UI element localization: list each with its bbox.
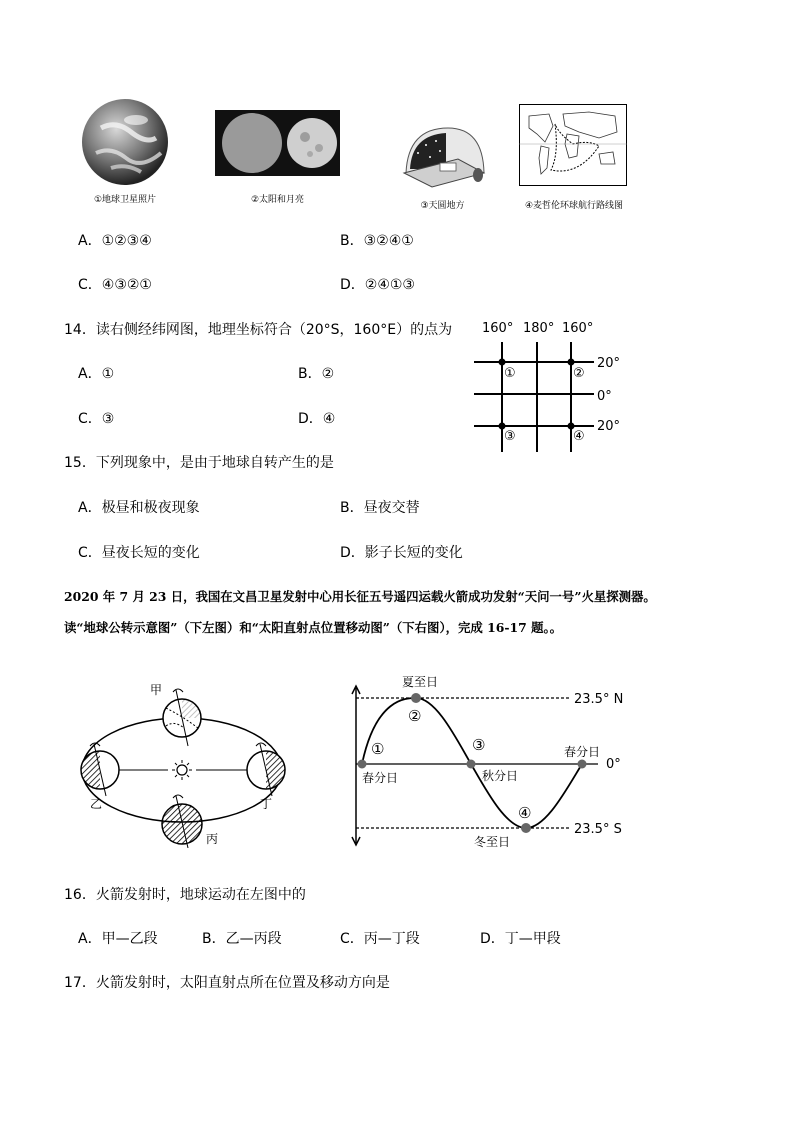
q16-option-c[interactable]: C．丙—丁段 [340, 931, 420, 947]
grid-point-2: ② [573, 366, 585, 381]
lat-label-equator: 0° [606, 757, 621, 772]
term-winter-solstice: 冬至日 [474, 835, 511, 849]
q16-option-a[interactable]: A．甲—乙段 [78, 931, 158, 947]
orbit-label-ding: 丁 [260, 797, 273, 811]
q13-caption-4: ④麦哲伦环球航行路线图 [524, 201, 624, 211]
grid-lon-label-1: 160° [482, 321, 514, 336]
q14-option-d[interactable]: D．④ [298, 411, 336, 427]
grid-point-3: ③ [504, 429, 516, 444]
grid-lat-label-3: 20° [597, 419, 621, 434]
q15-stem: 15．下列现象中，是由于地球自转产生的是 [64, 455, 334, 471]
q14-option-c[interactable]: C．③ [78, 411, 115, 427]
orbit-label-jia: 甲 [150, 683, 163, 697]
q13-option-a[interactable]: A．①②③④ [78, 233, 152, 249]
sun-direct-point-diagram [346, 668, 636, 853]
earth-position-yi-icon [81, 743, 119, 796]
q13-option-b[interactable]: B．③②④① [340, 233, 414, 249]
q13-option-d[interactable]: D．②④①③ [340, 277, 415, 293]
grid-point-1: ① [504, 366, 516, 381]
sun-point-3: ③ [472, 736, 486, 754]
lat-label-south: 23.5° S [574, 822, 622, 837]
orbit-label-yi: 乙 [90, 797, 103, 811]
grid-lat-label-1: 20° [597, 356, 621, 371]
q13-caption-1: ①地球卫星照片 [93, 195, 157, 205]
q13-image-sun-moon [215, 110, 340, 176]
earth-satellite-photo-icon [81, 98, 169, 186]
term-summer-solstice: 夏至日 [402, 675, 439, 689]
passage-line-1: 2020 年 7 月 23 日，我国在文昌卫星发射中心用长征五号遥四运载火箭成功发射“天问一号”火星探测器。 [64, 589, 656, 604]
earth-position-jia-icon [163, 689, 201, 746]
sun-point-1: ① [371, 740, 385, 758]
q14-option-b[interactable]: B．② [298, 366, 335, 382]
q17-stem: 17．火箭发射时，太阳直射点所在位置及移动方向是 [64, 975, 390, 991]
earth-position-bing-icon [162, 795, 202, 848]
sun-icon [172, 760, 192, 780]
grid-lat-label-2: 0° [597, 389, 612, 404]
sun-point-2: ② [408, 707, 422, 725]
q15-option-c[interactable]: C．昼夜长短的变化 [78, 545, 200, 561]
grid-lon-label-3: 160° [562, 321, 594, 336]
q13-image-dome [398, 123, 488, 191]
term-spring-equinox-left: 春分日 [362, 771, 399, 785]
grid-lon-label-2: 180° [523, 321, 555, 336]
q15-option-b[interactable]: B．昼夜交替 [340, 500, 420, 516]
sun-point-4: ④ [518, 804, 532, 822]
q16-stem: 16．火箭发射时，地球运动在左图中的 [64, 887, 306, 903]
earth-orbit-diagram [70, 678, 300, 848]
term-spring-equinox-right: 春分日 [564, 745, 601, 759]
q13-caption-3: ③天圆地方 [420, 201, 465, 211]
q13-image-earth [81, 98, 169, 186]
q13-option-c[interactable]: C．④③②① [78, 277, 152, 293]
passage-line-2: 读“地球公转示意图”（下左图）和“太阳直射点位置移动图”（下右图），完成 16-17 题。。 [64, 620, 563, 635]
q15-option-d[interactable]: D．影子长短的变化 [340, 545, 463, 561]
q14-stem: 14．读右侧经纬网图，地理坐标符合（20°S，160°E）的点为 [64, 322, 453, 338]
grid-point-4: ④ [573, 429, 585, 444]
orbit-label-bing: 丙 [206, 832, 219, 846]
q16-option-d[interactable]: D．丁—甲段 [480, 931, 561, 947]
q16-option-b[interactable]: B．乙—丙段 [202, 931, 282, 947]
round-sky-square-earth-icon [398, 123, 488, 191]
q15-option-a[interactable]: A．极昼和极夜现象 [78, 500, 200, 516]
q13-image-map [519, 104, 627, 186]
earth-position-ding-icon [247, 743, 285, 796]
lat-long-grid [466, 314, 636, 456]
term-autumn-equinox: 秋分日 [482, 769, 519, 783]
magellan-route-map-icon [519, 104, 627, 186]
q14-option-a[interactable]: A．① [78, 366, 115, 382]
q13-caption-2: ②太阳和月亮 [250, 195, 305, 205]
sun-and-moon-photo-icon [215, 110, 340, 176]
lat-label-north: 23.5° N [574, 692, 624, 707]
